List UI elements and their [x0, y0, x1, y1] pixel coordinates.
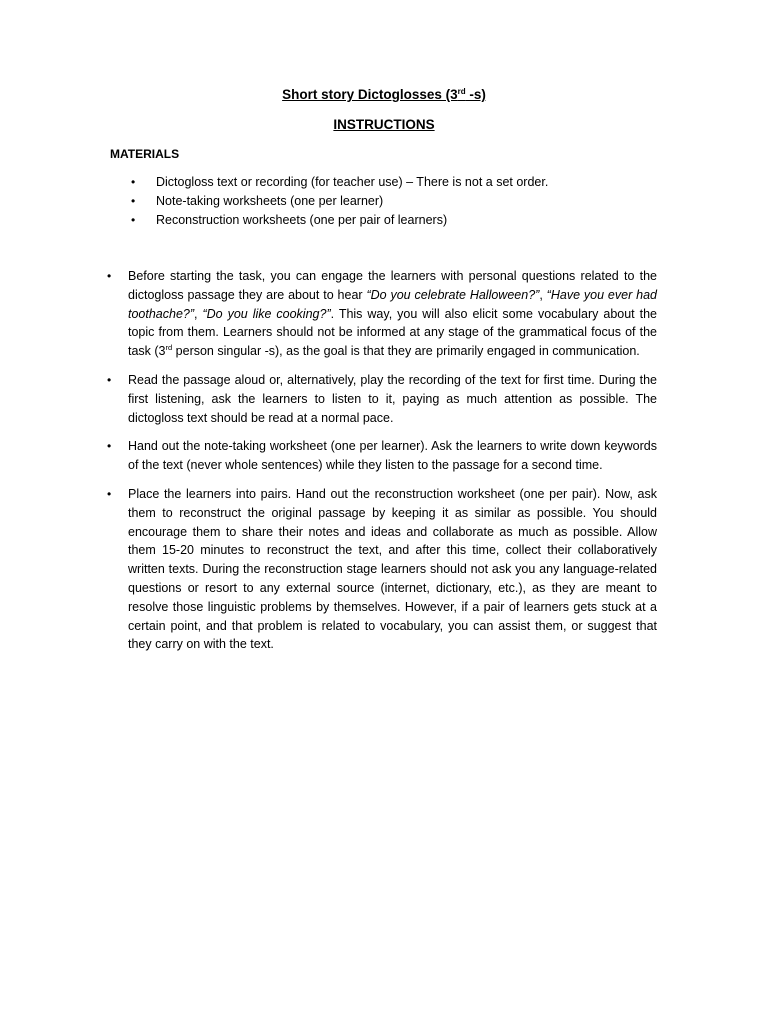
materials-list-item	[0, 173, 768, 192]
bullet-icon: •	[131, 194, 136, 208]
instruction-step	[0, 267, 768, 361]
bullet-icon: •	[107, 439, 112, 454]
step-text-segment: ,	[539, 287, 547, 302]
example-question: “Have you ever had toothache?”	[128, 287, 657, 321]
instruction-step	[0, 371, 768, 427]
materials-list	[0, 173, 768, 230]
example-question: “Do you like cooking?”	[202, 306, 331, 321]
instruction-step-text: Read the passage aloud or, alternatively, play the recording of the text for first time. During the first listening, ask the learners to listen to it, paying as much attention as possible. The dictogloss text should be read at a normal pace.	[128, 372, 657, 425]
bullet-icon: •	[107, 269, 112, 283]
step-text-segment: ,	[194, 306, 203, 321]
instructions-heading: INSTRUCTIONS	[333, 117, 435, 132]
instruction-steps-list	[0, 267, 768, 664]
step-text-segment: Before starting the task, you can engage the learners with personal questions related to the dictogloss passage they are about to hear	[128, 269, 657, 302]
instruction-step-text: Place the learners into pairs. Hand out the reconstruction worksheet (one per pair). Now, ask them to reconstruct the original passage by keeping it as similar as possible. You should encourage them to share their notes and ideas and collaborate as much as possible. Allow them 15-20 minutes to reconstruct the text, and after this time, collect their collaboratively written texts. During the reconstruction stage learners should not ask you any language-related questions or resort to any external source (internet, dictionary, etc.), as they are meant to resolve those linguistic problems by themselves. However, if a pair of learners gets stuck at a certain point, and that problem is related to vocabulary, you can assist them, or suggest that they carry on with the text.	[128, 486, 657, 652]
example-question: “Do you celebrate Halloween?”	[366, 287, 540, 302]
document-title	[0, 86, 768, 104]
materials-list-item	[0, 211, 768, 230]
instruction-step-text	[128, 267, 657, 361]
materials-item-text: Dictogloss text or recording (for teacher use) – There is not a set order.	[156, 175, 549, 189]
step-text-segment: . This way, you will also elicit some vocabulary about the topic from them. Learners should not be informed at any stage of the grammatical focus of the task (3	[128, 306, 657, 359]
materials-heading: MATERIALS	[110, 147, 180, 161]
title-superscript: rd	[457, 87, 466, 96]
materials-item-text: Note-taking worksheets (one per learner)	[156, 194, 384, 208]
bullet-icon: •	[107, 372, 112, 387]
step-text-segment: person singular -s), as the goal is that they are primarily engaged in communication.	[172, 344, 640, 359]
materials-item-text: Reconstruction worksheets (one per pair of learners)	[156, 213, 448, 227]
ordinal-superscript: rd	[165, 343, 173, 353]
instruction-step-text: Hand out the note-taking worksheet (one per learner). Ask the learners to write down keywords of the text (never whole sentences) while they listen to the passage for a second time.	[128, 439, 657, 473]
bullet-icon: •	[131, 175, 136, 189]
title-main: Short story Dictoglosses (3	[282, 87, 458, 102]
instruction-step	[0, 437, 768, 475]
materials-list-item	[0, 192, 768, 211]
bullet-icon: •	[131, 213, 136, 227]
instruction-step	[0, 485, 768, 654]
title-tail: -s)	[465, 87, 486, 102]
bullet-icon: •	[107, 486, 112, 501]
